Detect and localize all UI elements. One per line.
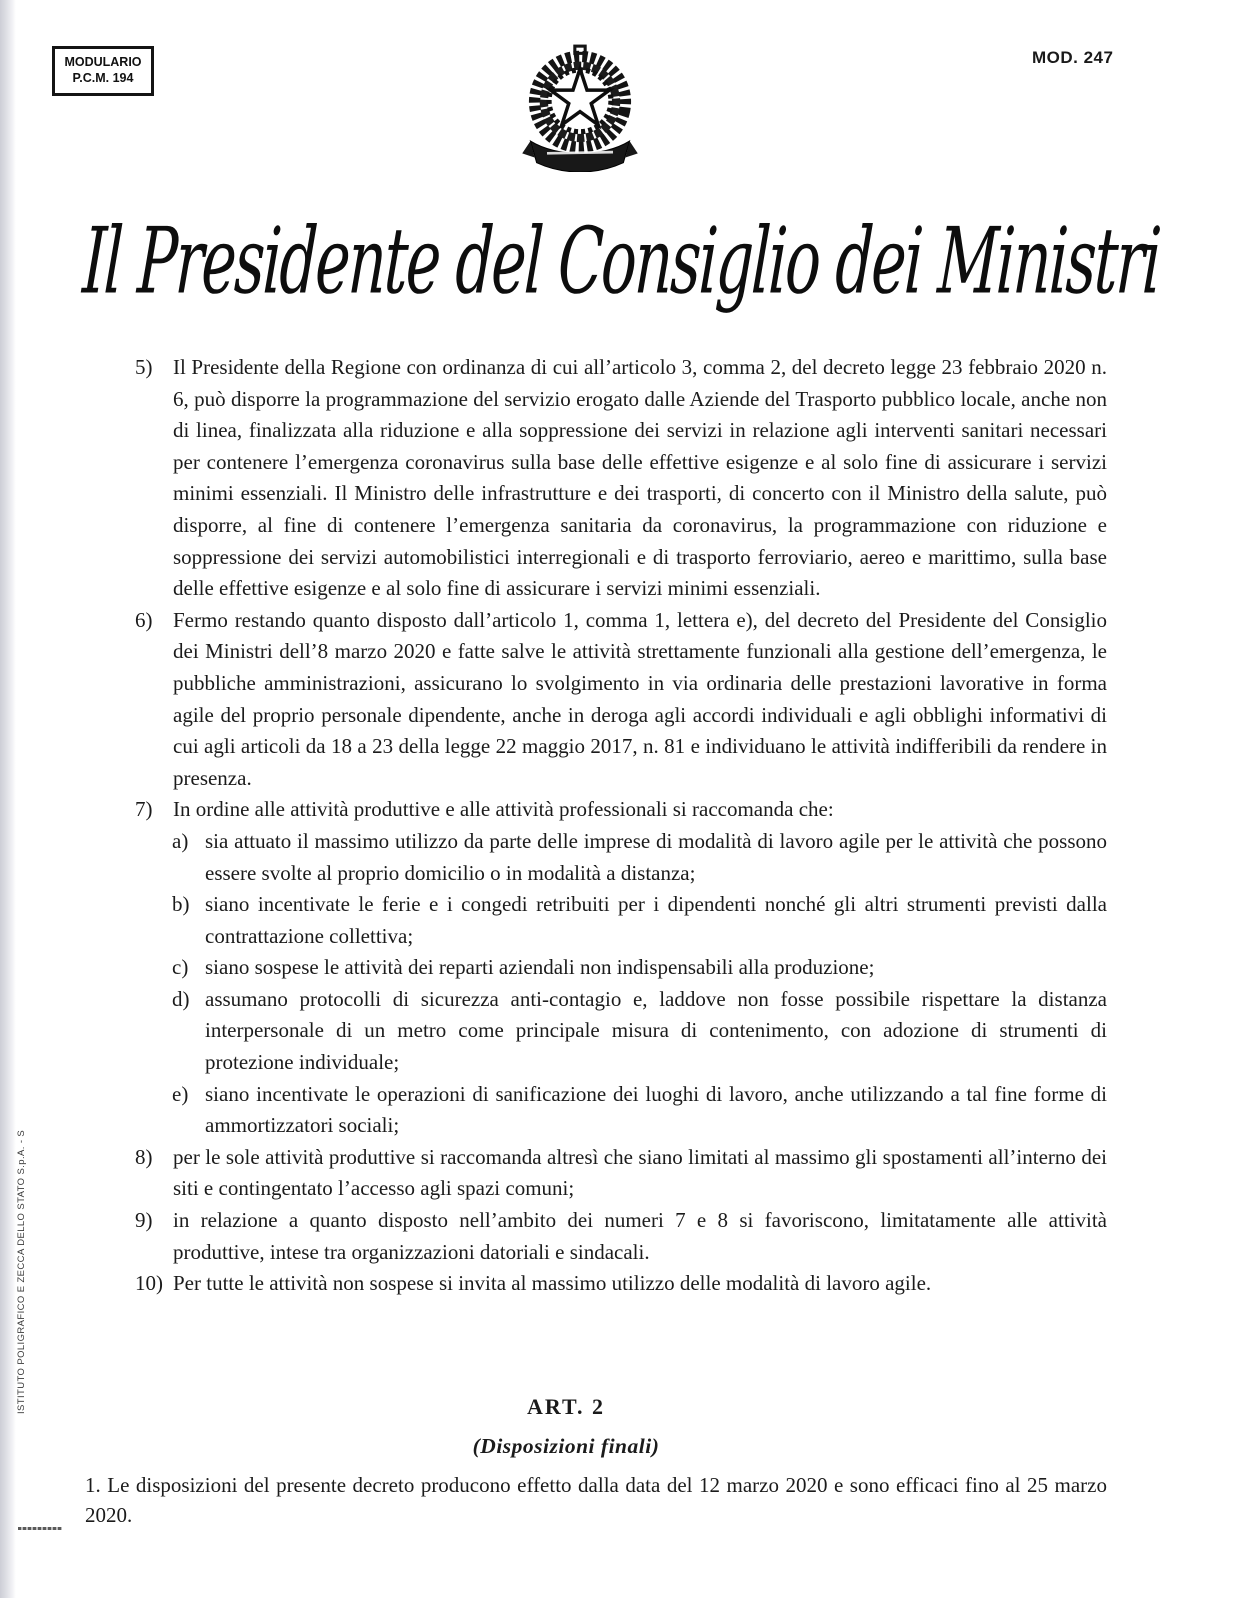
- article-paragraph: 1. Le disposizioni del presente decreto producono effetto dalla data del 12 marzo 2020 e sono efficaci fino al 25 marzo 2020.: [85, 1473, 1107, 1527]
- item-text: per le sole attività produttive si raccomanda altresì che siano limitati al massimo gli spostamenti all’interno dei siti e contingentato l’accesso agli spazi comuni;: [173, 1144, 1107, 1201]
- provision-list: [135, 352, 1107, 1300]
- item-number: d): [172, 986, 190, 1011]
- list-item: [135, 826, 1107, 889]
- item-number: a): [172, 828, 189, 853]
- item-text: assumano protocolli di sicurezza anti-contagio e, laddove non fosse possibile rispettare la distanza interpersonale di un metro come principale misura di contenimento, con adozione di strumenti di protezione individuale;: [205, 986, 1107, 1075]
- list-item: [135, 952, 1107, 984]
- item-text: in relazione a quanto disposto nell’ambito dei numeri 7 e 8 si favoriscono, limitatamente alle attività produttive, intese tra organizzazioni datoriali e sindacali.: [173, 1208, 1107, 1264]
- list-item: [135, 352, 1107, 605]
- article-subheading: (Disposizioni finali): [472, 1434, 660, 1458]
- list-item: [135, 984, 1107, 1079]
- list-item: [135, 1268, 1107, 1300]
- item-number: 7): [135, 797, 153, 822]
- modulario-stamp-box: [52, 46, 154, 96]
- item-text: Per tutte le attività non sospese si invita al massimo utilizzo delle modalità di lavoro agile.: [173, 1271, 932, 1296]
- item-number: 5): [135, 355, 153, 379]
- modulario-number: P.C.M. 194: [72, 71, 134, 85]
- list-item: [135, 794, 1107, 826]
- letterhead: [0, 188, 1242, 333]
- item-number: e): [172, 1081, 189, 1106]
- list-item: [135, 1205, 1107, 1268]
- printer-credit-vertical-text: ISTITUTO POLIGRAFICO E ZECCA DELLO STATO S.p.A. - S: [16, 1129, 27, 1414]
- article-heading: ART. 2: [526, 1394, 606, 1419]
- article-2-section: [85, 1392, 1107, 1530]
- list-item: [135, 605, 1107, 795]
- item-number: b): [172, 892, 190, 917]
- item-number: 10): [135, 1271, 163, 1296]
- item-text: Il Presidente della Regione con ordinanza di cui all’articolo 3, comma 2, del decreto legge 23 febbraio 2020 n. 6, può disporre la programmazione del servizio erogato dalle Aziende del Trasporto pubblico locale, anche non di linea, finalizzata alla riduzione e alla soppressione dei servizi in relazione agli interventi sanitari necessari per contenere l’emergenza coronavirus sulla base delle effettive esigenze e al solo fine di assicurare i servizi minimi essenziali. Il Ministro delle infrastrutture e dei trasporti, di concerto con il Ministro della salute, può disporre, al fine di contenere l’emergenza sanitaria da coronavirus, la programmazione con riduzione e soppressione dei servizi automobilistici interregionali e di trasporto ferroviario, aereo e marittimo, sulla base delle effettive esigenze e al solo fine di assicurare i servizi minimi essenziali.: [173, 355, 1107, 601]
- item-number: c): [172, 955, 189, 980]
- item-number: 9): [135, 1208, 153, 1233]
- item-text: sia attuato il massimo utilizzo da parte delle imprese di modalità di lavoro agile per le attività che possono essere svolte al proprio domicilio o in modalità a distanza;: [205, 828, 1107, 885]
- list-item: [135, 1142, 1107, 1205]
- item-number: 8): [135, 1144, 153, 1169]
- mod-247-label: MOD. 247: [1032, 48, 1114, 67]
- item-text: siano incentivate le operazioni di sanificazione dei luoghi di lavoro, anche utilizzando a tal fine forme di ammortizzatori sociali;: [205, 1081, 1107, 1138]
- modulario-label: MODULARIO: [64, 55, 142, 70]
- item-text: siano sospese le attività dei reparti aziendali non indispensabili alla produzione;: [205, 955, 875, 980]
- item-text: In ordine alle attività produttive e alle attività professionali si raccomanda che:: [173, 797, 834, 822]
- list-item: [135, 889, 1107, 952]
- italian-republic-emblem-icon: [518, 42, 642, 172]
- print-registration-mark: [18, 1527, 62, 1530]
- list-item: [135, 1079, 1107, 1142]
- item-number: 6): [135, 607, 153, 632]
- item-text: siano incentivate le ferie e i congedi retribuiti per i dipendenti nonché gli altri strumenti previsti dalla contrattazione collettiva;: [205, 892, 1107, 948]
- item-text: Fermo restando quanto disposto dall’articolo 1, comma 1, lettera e), del decreto del Presidente del Consiglio dei Ministri dell’8 marzo 2020 e fatte salve le attività strettamente funzionali alla gestione dell’emergenza, le pubbliche amministrazioni, assicurano lo svolgimento in via ordinaria delle prestazioni lavorative in forma agile del proprio personale dipendente, anche in deroga agli accordi individuali e agli obblighi informativi di cui agli articoli da 18 a 23 della legge 22 maggio 2017, n. 81 e individuano le attività indifferibili da rendere in presenza.: [173, 607, 1107, 790]
- scan-edge-shadow: [0, 0, 16, 1598]
- letterhead-script-title: Il Presidente del Consiglio dei Ministri: [80, 207, 1162, 314]
